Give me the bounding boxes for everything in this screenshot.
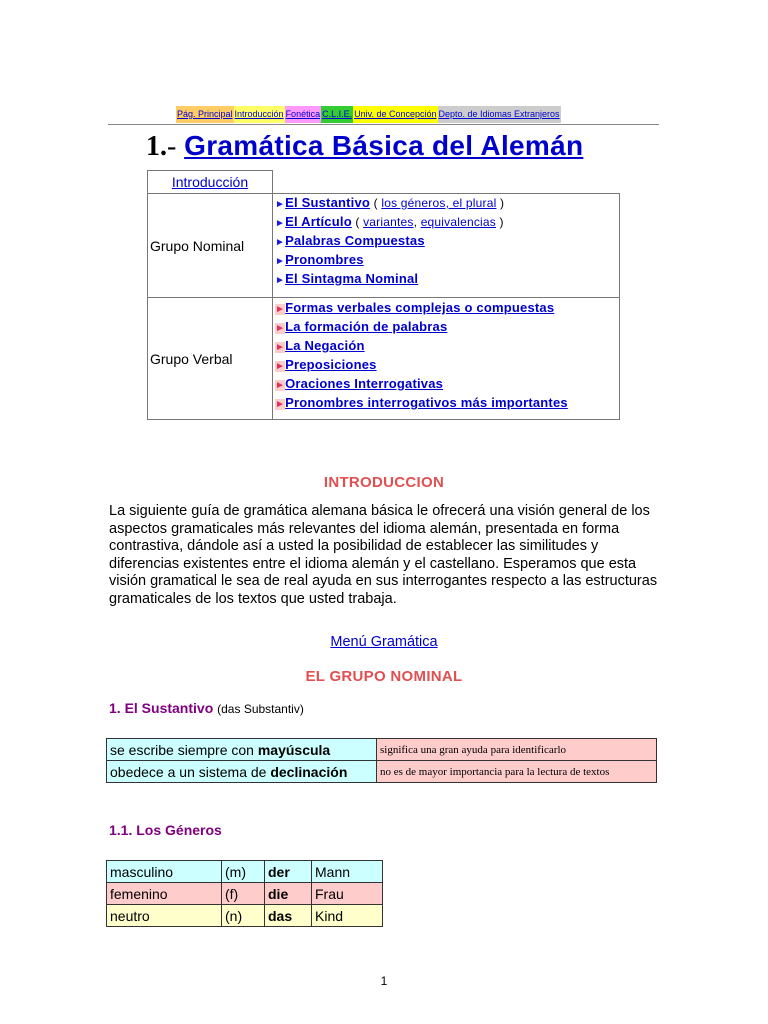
index-intro-cell: [148, 171, 273, 194]
arrow-icon: ►: [275, 199, 286, 210]
arrow-icon: ►: [275, 380, 286, 391]
negacion-link[interactable]: La Negación: [285, 338, 365, 353]
pronombres-interrogativos-link[interactable]: Pronombres interrogativos más importantes: [285, 395, 568, 410]
sustantivo-note: (das Substantiv): [217, 702, 304, 716]
oraciones-link[interactable]: Oraciones Interrogativas: [285, 376, 444, 391]
genero-article: das: [265, 905, 312, 927]
formacion-link[interactable]: La formación de palabras: [285, 319, 448, 334]
grupo-verbal-items: [273, 298, 620, 420]
index-item-formacion: [275, 318, 617, 337]
arrow-icon: ►: [275, 342, 286, 353]
genero-example: Mann: [312, 861, 383, 883]
index-item-articulo: ►El Artículo ( variantes, equivalencias ): [275, 214, 504, 229]
genero-name: neutro: [107, 905, 222, 927]
index-item-formas-verbales: [275, 299, 617, 318]
genero-example: Frau: [312, 883, 383, 905]
genero-abbr: (n): [222, 905, 265, 927]
table-row: [107, 739, 657, 761]
index-item-compuestas: [275, 232, 617, 251]
table-row: [107, 883, 383, 905]
index-item-preposiciones: [275, 356, 617, 375]
page-title: [146, 130, 583, 163]
grupo-verbal-label-cell: [148, 298, 273, 420]
table-row: [107, 761, 657, 783]
grupo-nominal-heading: EL GRUPO NOMINAL: [305, 668, 463, 685]
nav-link-clie[interactable]: C.L.I.E.: [321, 106, 353, 123]
generos-plural-link[interactable]: los géneros, el plural: [381, 196, 497, 210]
arrow-icon: ►: [275, 256, 286, 267]
arrow-icon: ►: [275, 323, 286, 334]
sustantivo-link[interactable]: El Sustantivo: [285, 195, 371, 210]
genero-abbr: (m): [222, 861, 265, 883]
index-table: [147, 170, 620, 420]
title-dash: -: [167, 131, 177, 162]
intro-paragraph: La siguiente guía de gramática alemana básica le ofrecerá una visión general de los aspectos gramaticales más relevantes del idioma alemán, presentada en forma contrastiva, dándole así a usted la posibilidad de establecer las similitudes y diferencias existentes entre el idioma alemán y el castellano. Esperamos que esta visión gramatical le sea de real ayuda en sus interrogantes respecto a las estructuras gramaticales de los textos que usted trabaja.: [109, 503, 658, 607]
arrow-icon: ►: [275, 275, 286, 286]
menu-gramatica-wrap: [0, 634, 768, 650]
table-row: [107, 861, 383, 883]
title-number: 1.: [146, 131, 167, 162]
arrow-icon: ►: [275, 361, 286, 372]
grupo-verbal-label: Grupo Verbal: [150, 350, 233, 367]
sustantivo-rules-table: [106, 738, 657, 783]
arrow-icon: ►: [275, 399, 286, 410]
nav-link-univ-concepcion[interactable]: Univ. de Concepción: [353, 106, 437, 123]
intro-link[interactable]: Introducción: [171, 174, 249, 190]
rule-note-cell: no es de mayor importancia para la lectura de textos: [377, 761, 657, 783]
divider: [108, 124, 659, 125]
index-item-pronombres-interrogativos: [275, 394, 617, 413]
menu-gramatica-link[interactable]: Menú Gramática: [330, 634, 438, 650]
top-navigation: [176, 106, 561, 123]
grupo-nominal-label: Grupo Nominal: [150, 237, 245, 254]
nav-link-introduccion[interactable]: Introducción: [234, 106, 285, 123]
intro-heading: INTRODUCCION: [323, 474, 445, 491]
index-item-sintagma: [275, 270, 617, 289]
index-item-sustantivo: ►El Sustantivo ( los géneros, el plural ): [275, 195, 505, 210]
equivalencias-link[interactable]: equivalencias: [420, 215, 497, 229]
genero-article: der: [265, 861, 312, 883]
index-item-negacion: [275, 337, 617, 356]
title-link[interactable]: Gramática Básica del Alemán: [184, 130, 584, 161]
compuestas-link[interactable]: Palabras Compuestas: [285, 233, 425, 248]
sustantivo-heading: [109, 700, 304, 716]
articulo-link[interactable]: El Artículo: [285, 214, 352, 229]
grupo-nominal-label-cell: [148, 194, 273, 298]
arrow-icon: ►: [275, 304, 286, 315]
nav-link-pag-principal[interactable]: Pág. Principal: [176, 106, 234, 123]
rule-cell: obedece a un sistema de declinación: [107, 761, 377, 783]
generos-heading: 1.1. Los Géneros: [109, 822, 222, 838]
arrow-icon: ►: [275, 237, 286, 248]
rule-cell: se escribe siempre con mayúscula: [107, 739, 377, 761]
genero-name: masculino: [107, 861, 222, 883]
genero-abbr: (f): [222, 883, 265, 905]
nav-link-depto-idiomas[interactable]: Depto. de Idiomas Extranjeros: [438, 106, 561, 123]
index-item-oraciones: [275, 375, 617, 394]
index-item-pronombres: [275, 251, 617, 270]
table-row: [107, 905, 383, 927]
genero-name: femenino: [107, 883, 222, 905]
genero-example: Kind: [312, 905, 383, 927]
sintagma-link[interactable]: El Sintagma Nominal: [285, 271, 419, 286]
rule-note-cell: significa una gran ayuda para identificarlo: [377, 739, 657, 761]
generos-table: [106, 860, 383, 927]
grupo-nominal-items: [273, 194, 620, 298]
genero-article: die: [265, 883, 312, 905]
formas-verbales-link[interactable]: Formas verbales complejas o compuestas: [285, 300, 555, 315]
arrow-icon: ►: [275, 218, 286, 229]
sustantivo-heading-text: 1. El Sustantivo: [109, 700, 214, 716]
nav-link-fonetica[interactable]: Fonética: [285, 106, 322, 123]
pronombres-link[interactable]: Pronombres: [285, 252, 364, 267]
variantes-link[interactable]: variantes: [363, 215, 414, 229]
preposiciones-link[interactable]: Preposiciones: [285, 357, 377, 372]
page-number: 1: [380, 974, 388, 988]
